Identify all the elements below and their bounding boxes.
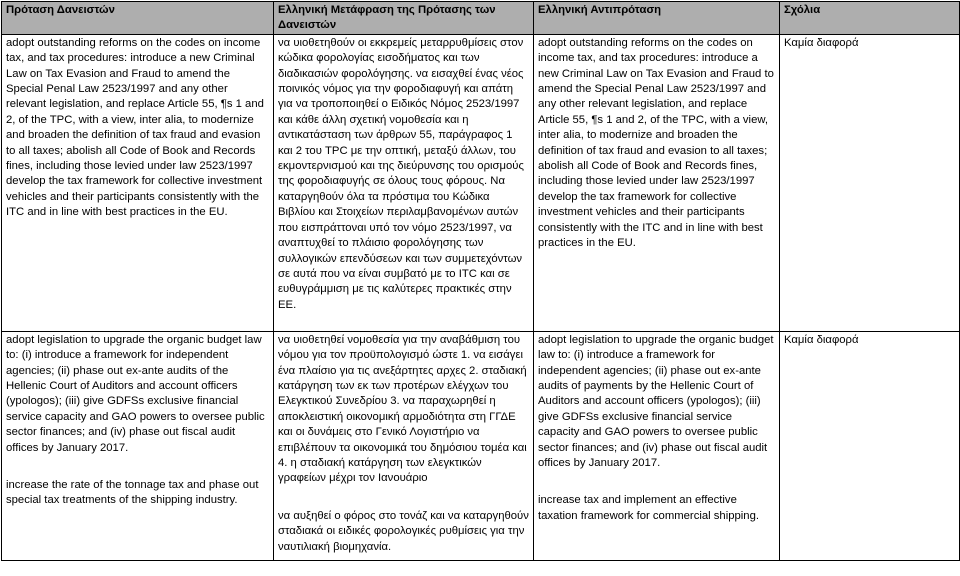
cell-text: να αυξηθεί ο φόρος στο τονάζ και να καταργηθούν σταδιακά οι ειδικές φορολογικές ρυθμίσεις για την ναυτιλιακή βιομηχανία. xyxy=(278,509,529,553)
table-row xyxy=(2,331,960,560)
cell-text: increase the rate of the tonnage tax and phase out special tax treatments of the shipping industry. xyxy=(6,479,259,507)
cell-text: adopt legislation to upgrade the organic budget law to: (i) introduce a framework for independent agencies; (ii) phase out ex-ante audits of payments by the Hellenic Court of Auditors and account officers (ypologos); (iii) give GDFSs exclusive financial service capacity and GAO powers to oversee public sector finances; and (iv) phase out fiscal audit offices by January 2017. xyxy=(538,333,774,470)
header-comments: Σχόλια xyxy=(780,2,960,35)
cell-greek-counterproposal xyxy=(534,34,780,331)
cell-greek-translation xyxy=(274,34,534,331)
cell-text: Καμία διαφορά xyxy=(784,333,859,346)
header-row xyxy=(2,2,960,35)
cell-text: increase tax and implement an effective taxation framework for commercial shipping. xyxy=(538,494,760,522)
cell-text: Καμία διαφορά xyxy=(784,36,859,49)
cell-text: να υιοθετηθούν οι εκκρεμείς μεταρρυθμίσεις στον κώδικα φορολογίας εισοδήματος και των διαδικασιών φορολόγησης. να εισαχθεί ένας νέος ποινικός νόμος για την φοροδιαφυγή και απάτη για να τροποποιηθεί ο Ειδικός Νόμος 2523/1997 και κάθε άλλη σχετική νομοθεσία και η αντικατάσταση των άρθρων 55, παράγραφος 1 και 2 του TPC με την οπτική, μεταξύ άλλων, του εκμοντερνισμού και της διεύρυνσης του ορισμούς της φοροδιαφυγής σε όλους τους φόρους. Να καταργηθούν όλα τα πρόστιμα του Κώδικα Βιβλίου και Στοιχείων περιλαμβανομένων αυτών που εισπράττοναι υπό τον νόμο 2523/1997, να αναπτυχθεί το πλάισιο φορολόγησης των συλλογικών επενδύσεων και των συμμετεχόντων σε αυτά που να είναι συμβατό με το ITC και σε ευθυγράμμιση με τις καλύτερες πρακτικές στην ΕΕ. xyxy=(278,36,524,311)
cell-text: adopt outstanding reforms on the codes on income tax, and tax procedures: introduce a new Criminal Law on Tax Evasion and Fraud to amend the Special Penal Law 2523/1997 and any other relevant legislation, and replace Article 55, ¶s 1 and 2, of the TPC, with a view, inter alia, to modernize and broaden the definition of tax fraud and evasion to all taxes; abolish all Code of Book and Records fines, including those levied under law 2523/1997 develop the tax framework for collective investment vehicles and their participants consistently with the ITC and in line with best practices in the EU. xyxy=(538,36,774,250)
cell-lender-proposal xyxy=(2,331,274,560)
cell-greek-counterproposal xyxy=(534,331,780,560)
table-row xyxy=(2,34,960,331)
cell-text: adopt outstanding reforms on the codes on income tax, and tax procedures: introduce a new Criminal Law on Tax Evasion and Fraud to amend the Special Penal Law 2523/1997 and any other relevant legislation, and replace Article 55, ¶s 1 and 2, of the TPC, with a view, inter alia, to modernize and broaden the definition of tax fraud and evasion to all taxes; abolish all Code of Book and Records fines, including those levied under law 2523/1997 develop the tax framework for collective investment vehicles and their participants consistently with the ITC and in line with best practices in the EU. xyxy=(6,36,264,219)
header-greek-translation: Ελληνική Μετάφραση της Πρότασης των Δανειστών xyxy=(274,2,534,35)
cell-text: adopt legislation to upgrade the organic budget law to: (i) introduce a framework for independent agencies; (ii) phase out ex-ante audits of the Hellenic Court of Auditors and account officers (ypologos); (iii) give GDFSs exclusive financial service capacity and GAO powers to oversee public sector finances; and (iv) phase out fiscal audit offices by January 2017. xyxy=(6,333,265,454)
cell-comment xyxy=(780,331,960,560)
header-greek-counterproposal: Ελληνική Αντιπρόταση xyxy=(534,2,780,35)
cell-text: να υιοθετηθεί νομοθεσία για την αναβάθμιση του νόμου για τον προϋπολογισμό ώστε 1. να εισάγει ένα πλαίσιο για τις ανεξάρτητες αρχες 2. σταδιακή κατάργηση των εκ των προτέρων ελέγχων του Ελεγκτικού Συνεδρίου 3. να παραχωρηθεί η αποκλειστική οικονομική αρμοδιότητα στη ΓΓΔΕ και οι δυνάμεις στο Γενικό Λογιστήριο να επιβλέπουν τα οικονομικά του δημόσιου τομέα και 4. η σταδιακή κατάργηση των ελεγκτικών γραφείων μέχρι τον Ιανουάριο xyxy=(278,333,527,485)
cell-comment xyxy=(780,34,960,331)
header-lender-proposal: Πρόταση Δανειστών xyxy=(2,2,274,35)
reform-comparison-table xyxy=(1,1,960,561)
cell-lender-proposal xyxy=(2,34,274,331)
cell-greek-translation xyxy=(274,331,534,560)
